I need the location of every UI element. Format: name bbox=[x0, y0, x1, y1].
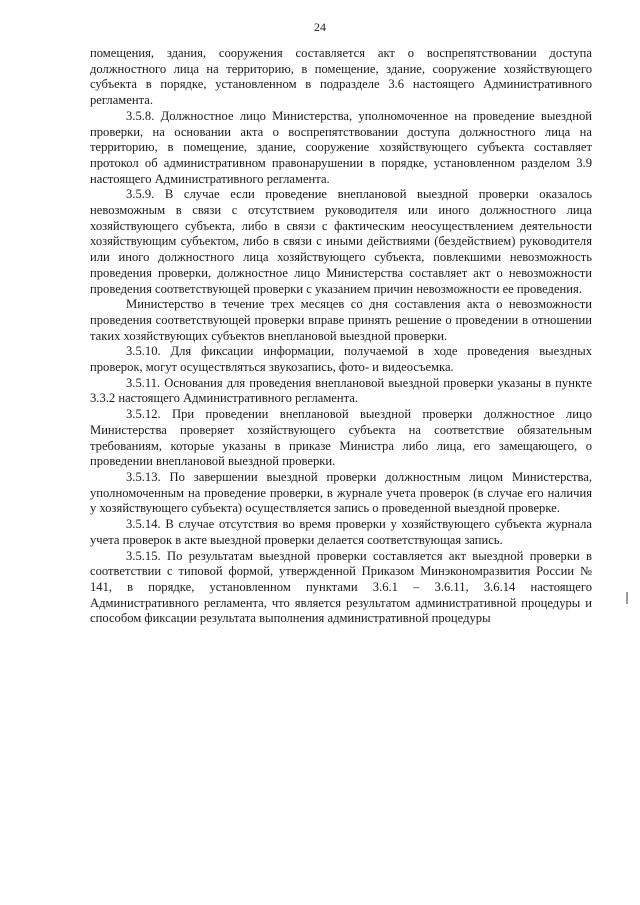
paragraph-3-5-11: 3.5.11. Основания для проведения внеплановой выездной проверки указаны в пункте 3.3.2 настоящего Административного регламента. bbox=[90, 375, 592, 406]
paragraph-3-5-12: 3.5.12. При проведении внеплановой выездной проверки должностное лицо Министерства проверяет хозяйствующего субъекта на соответствие обязательным требованиям, которые указаны в приказе Министра либо лица, его замещающего, о проведении внеплановой выездной проверки. bbox=[90, 407, 592, 469]
paragraph-3-5-13: 3.5.13. По завершении выездной проверки должностным лицом Министерства, уполномоченным на проведение проверки, в журнале учета проверок (в случае его наличия у хозяйствующего субъекта) осуществляется запись о проведенной выездной проверке. bbox=[90, 469, 592, 516]
paragraph-3-5-15: 3.5.15. По результатам выездной проверки составляется акт выездной проверки в соответствии с типовой формой, утвержденной Приказом Минэкономразвития России № 141, в порядке, установленном пунктами 3.6.1 – 3.6.11, 3.6.14 настоящего Административного регламента, что является результатом административной процедуры и способом фиксации результата выполнения административной процедуры bbox=[90, 548, 592, 626]
paragraph-3-5-9: 3.5.9. В случае если проведение внеплановой выездной проверки оказалось невозможным в связи с отсутствием руководителя или иного должностного лица хозяйствующего субъекта, либо в связи с фактическим неосуществлением деятельности хозяйствующим субъектом, либо в связи с иными действиями (бездействием) руководителя или иного должностного лица хозяйствующего субъекта, повлекшими невозможность проведения проверки, должностное лицо Министерства составляет акт о невозможности проведения соответствующей проверки с указанием причин невозможности ее проведения. bbox=[90, 187, 592, 296]
scan-margin-mark bbox=[626, 592, 628, 604]
document-body bbox=[90, 46, 592, 627]
page-number: 24 bbox=[314, 20, 326, 34]
paragraph-continuation: помещения, здания, сооружения составляется акт о воспрепятствовании доступа должностного лица на территорию, в помещение, здание, сооружение хозяйствующего субъекта в порядке, установленном в подразделе 3.6 настоящего Административного регламента. bbox=[90, 46, 592, 108]
paragraph-3-5-10: 3.5.10. Для фиксации информации, получаемой в ходе проведения выездных проверок, могут осуществляться звукозапись, фото- и видеосъемка. bbox=[90, 344, 592, 375]
paragraph-ministry-decision: Министерство в течение трех месяцев со дня составления акта о невозможности проведения соответствующей проверки вправе принять решение о проведении в отношении таких хозяйствующих субъектов внеплановой выездной проверки. bbox=[90, 297, 592, 343]
paragraph-3-5-14: 3.5.14. В случае отсутствия во время проверки у хозяйствующего субъекта журнала учета проверок в акте выездной проверки делается соответствующая запись. bbox=[90, 517, 592, 547]
paragraph-3-5-8: 3.5.8. Должностное лицо Министерства, уполномоченное на проведение выездной проверки, на основании акта о воспрепятствовании доступа должностного лица на территорию, в помещение, здание, сооружение хозяйствующего субъекта составляет протокол об административном правонарушении в порядке, установленном разделом 3.9 настоящего Административного регламента. bbox=[90, 108, 592, 186]
